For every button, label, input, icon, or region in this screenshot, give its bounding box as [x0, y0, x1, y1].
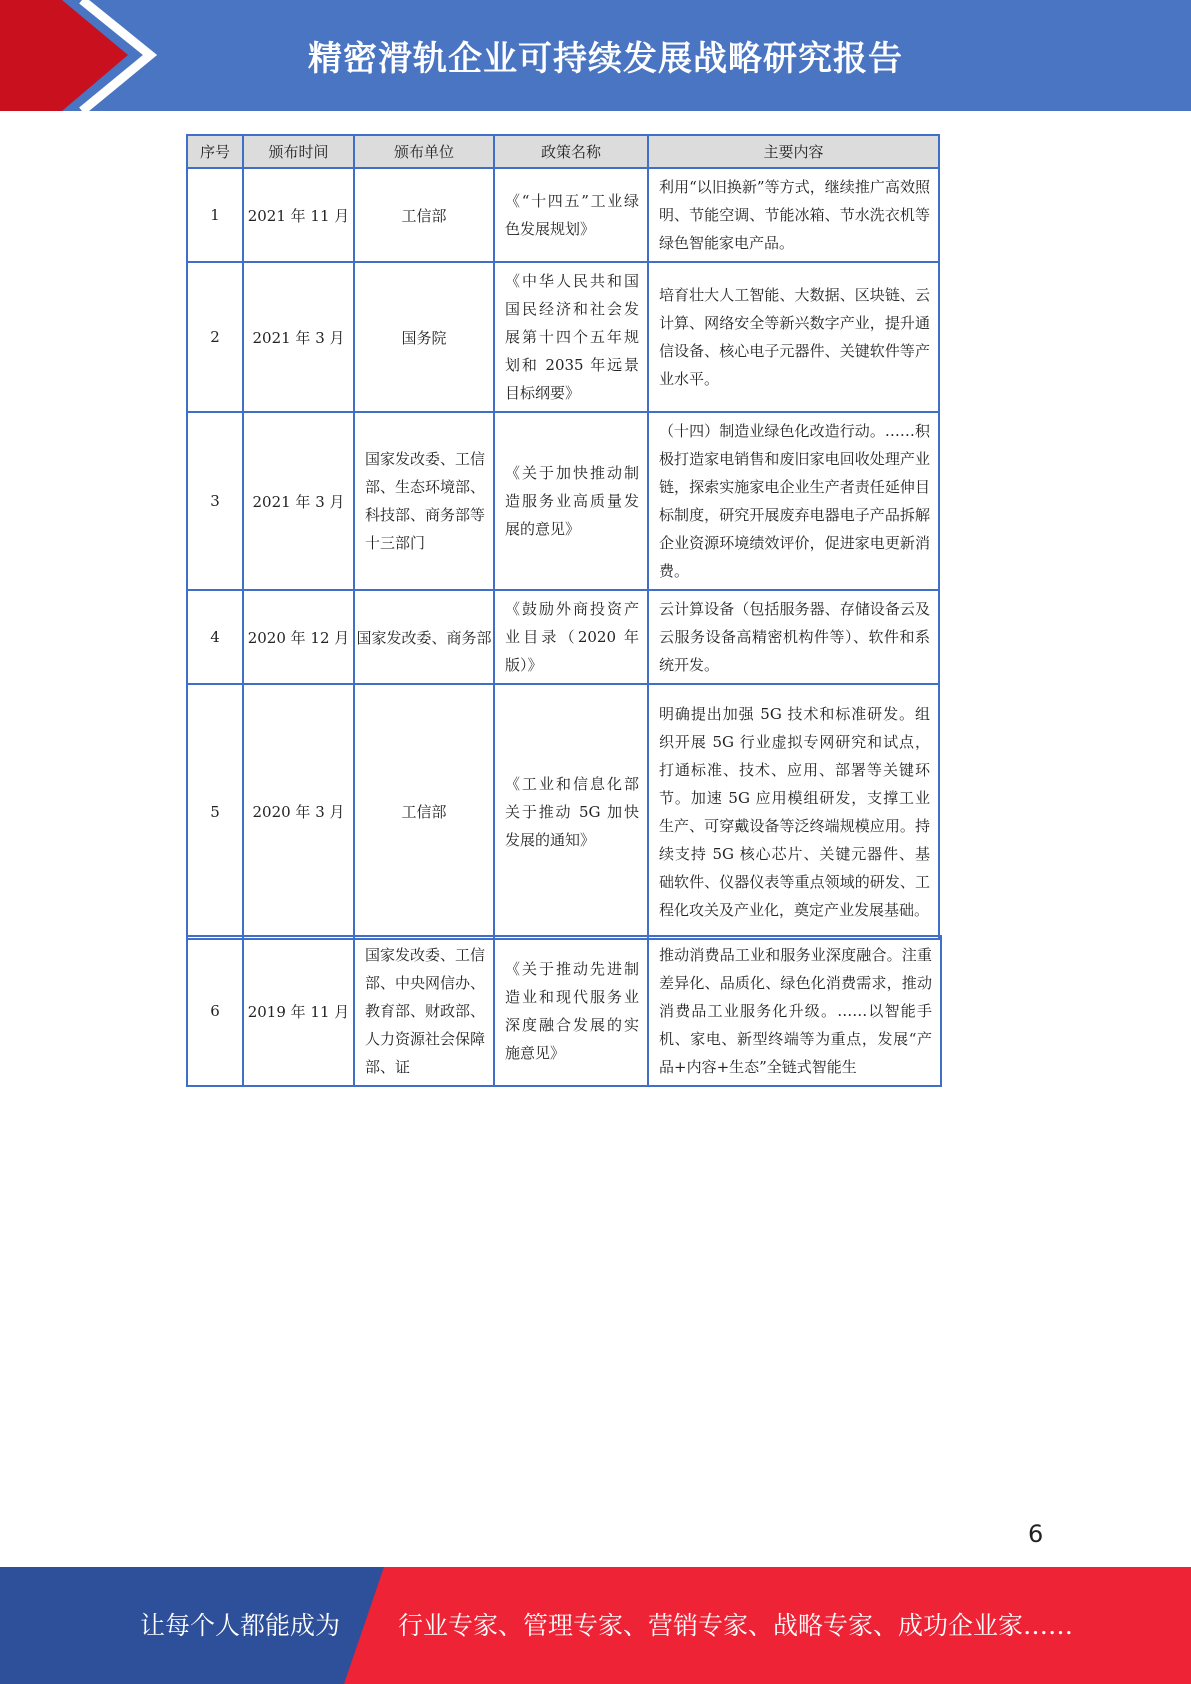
- column-header: 政策名称: [494, 135, 648, 168]
- column-header: 主要内容: [648, 135, 939, 168]
- page-footer: [0, 1567, 1191, 1684]
- footer-slogan-right: 行业专家、管理专家、营销专家、战略专家、成功企业家……: [398, 1611, 1074, 1640]
- row-number: 3: [187, 412, 243, 590]
- row-number: 2: [187, 262, 243, 412]
- column-header: 序号: [187, 135, 243, 168]
- issuer: 国家发改委、商务部: [354, 590, 494, 684]
- table-row: [187, 684, 939, 939]
- column-header: 颁布时间: [243, 135, 354, 168]
- issue-date: 2020 年 12 月: [243, 590, 354, 684]
- row-number: 1: [187, 168, 243, 262]
- table-row: [187, 168, 939, 262]
- policy-name: 《鼓励外商投资产业目录（2020 年版）》: [494, 590, 648, 684]
- policy-content: （十四）制造业绿色化改造行动。……积极打造家电销售和废旧家电回收处理产业链，探索实施家电企业生产者责任延伸目标制度，研究开展废弃电器电子产品拆解企业资源环境绩效评价，促进家电更新消费。: [648, 412, 939, 590]
- report-title: 精密滑轨企业可持续发展战略研究报告: [308, 39, 903, 79]
- row-number: 5: [187, 684, 243, 939]
- page-number: 6: [1028, 1520, 1044, 1548]
- policy-name: 《关于推动先进制造业和现代服务业深度融合发展的实施意见》: [494, 936, 648, 1086]
- table-row: [187, 936, 941, 1086]
- issuer: 工信部: [354, 684, 494, 939]
- table-row: [187, 412, 939, 590]
- policy-content: 利用“以旧换新”等方式，继续推广高效照明、节能空调、节能冰箱、节水洗衣机等绿色智能家电产品。: [648, 168, 939, 262]
- row-number: 4: [187, 590, 243, 684]
- policy-name: 《中华人民共和国国民经济和社会发展第十四个五年规划和 2035 年远景目标纲要》: [494, 262, 648, 412]
- policy-name: 《关于加快推动制造服务业高质量发展的意见》: [494, 412, 648, 590]
- policy-table-continued: [186, 935, 942, 1087]
- issuer: 国家发改委、工信部、生态环境部、科技部、商务部等十三部门: [354, 412, 494, 590]
- issue-date: 2020 年 3 月: [243, 684, 354, 939]
- policy-content: 云计算设备（包括服务器、存储设备云及云服务设备高精密机构件等）、软件和系统开发。: [648, 590, 939, 684]
- issue-date: 2021 年 11 月: [243, 168, 354, 262]
- policy-table: [186, 134, 940, 940]
- page-header: [0, 0, 1191, 111]
- row-number: 6: [187, 936, 243, 1086]
- policy-name: 《工业和信息化部关于推动 5G 加快发展的通知》: [494, 684, 648, 939]
- policy-content: 明确提出加强 5G 技术和标准研发。组织开展 5G 行业虚拟专网研究和试点，打通标准、技术、应用、部署等关键环节。加速 5G 应用模组研发，支撑工业生产、可穿戴设备等泛终端规模应用。持续支持 5G 核心芯片、关键元器件、基础软件、仪器仪表等重点领域的研发、工程化攻关及产业化，奠定产业发展基础。: [648, 684, 939, 939]
- issue-date: 2021 年 3 月: [243, 262, 354, 412]
- policy-content: 推动消费品工业和服务业深度融合。注重差异化、品质化、绿色化消费需求，推动消费品工业服务化升级。……以智能手机、家电、新型终端等为重点，发展“产品+内容+生态”全链式智能生: [648, 936, 941, 1086]
- issue-date: 2019 年 11 月: [243, 936, 354, 1086]
- column-header: 颁布单位: [354, 135, 494, 168]
- issue-date: 2021 年 3 月: [243, 412, 354, 590]
- issuer: 国务院: [354, 262, 494, 412]
- table-header-row: [187, 135, 939, 168]
- policy-name: 《“十四五”工业绿色发展规划》: [494, 168, 648, 262]
- issuer: 国家发改委、工信部、中央网信办、教育部、财政部、人力资源社会保障部、证: [354, 936, 494, 1086]
- issuer: 工信部: [354, 168, 494, 262]
- table-row: [187, 262, 939, 412]
- footer-slogan-left: 让每个人都能成为: [140, 1611, 341, 1640]
- table-row: [187, 590, 939, 684]
- policy-content: 培育壮大人工智能、大数据、区块链、云计算、网络安全等新兴数字产业，提升通信设备、核心电子元器件、关键软件等产业水平。: [648, 262, 939, 412]
